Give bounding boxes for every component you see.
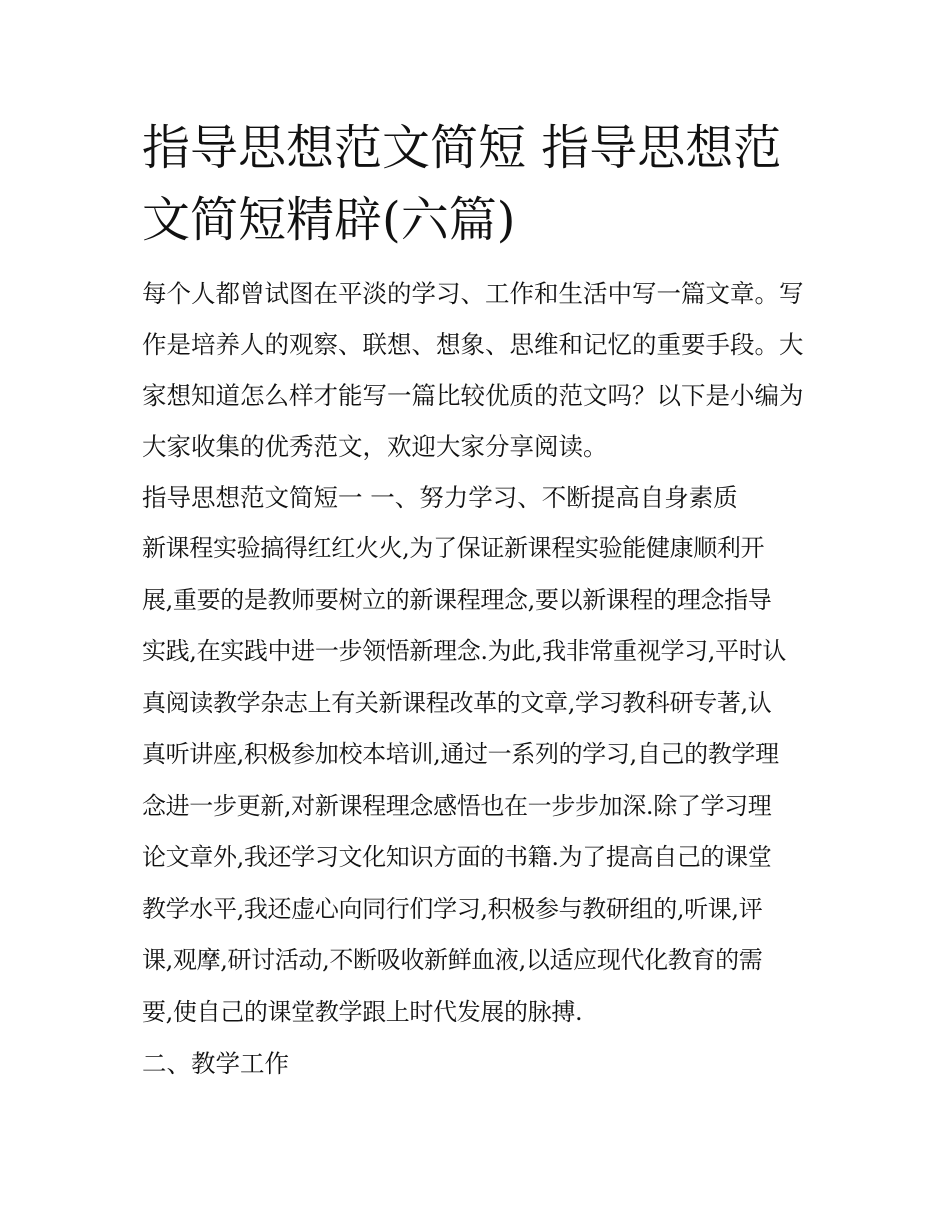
body-line: 论文章外,我还学习文化知识方面的书籍.为了提高自己的课堂 — [142, 843, 772, 871]
body-line: 真听讲座,积极参加校本培训,通过一系列的学习,自己的教学理 — [142, 740, 779, 768]
section-one-heading: 指导思想范文简短一 一、努力学习、不断提高自身素质 — [142, 483, 738, 512]
body-line: 展,重要的是教师要树立的新课程理念,要以新课程的理念指导 — [142, 585, 772, 614]
title-line: 文简短精辟(六篇) — [142, 192, 516, 248]
body-line: 真阅读教学杂志上有关新课程改革的文章,学习教科研专著,认 — [142, 688, 772, 717]
intro-line: 作是培养人的观察、联想、想象、思维和记忆的重要手段。大 — [142, 330, 804, 359]
document-title — [142, 112, 814, 256]
intro-line: 每个人都曾试图在平淡的学习、工作和生活中写一篇文章。写 — [142, 279, 804, 308]
body-line: 新课程实验搞得红红火火,为了保证新课程实验能健康顺利开 — [142, 534, 765, 562]
intro-line: 大家收集的优秀范文，欢迎大家分享阅读。 — [142, 432, 608, 461]
intro-line: 家想知道怎么样才能写一篇比较优质的范文吗？以下是小编为 — [142, 381, 804, 410]
intro-paragraph — [142, 268, 814, 472]
body-line: 课,观摩,研讨活动,不断吸收新鲜血液,以适应现代化教育的需 — [142, 946, 763, 974]
document-content — [142, 112, 814, 1089]
title-line: 指导思想范文简短 指导思想范 — [142, 120, 782, 176]
body-line: 教学水平,我还虚心向同行们学习,积极参与教研组的,听课,评 — [142, 894, 763, 923]
body-line: 念进一步更新,对新课程理念感悟也在一步步加深.除了学习理 — [142, 791, 772, 820]
body-paragraph — [142, 523, 814, 1038]
section-two-heading: 二、教学工作 — [142, 1049, 289, 1078]
body-line: 要,使自己的课堂教学跟上时代发展的脉搏. — [142, 997, 583, 1026]
body-line: 实践,在实践中进一步领悟新理念.为此,我非常重视学习,平时认 — [142, 637, 787, 665]
